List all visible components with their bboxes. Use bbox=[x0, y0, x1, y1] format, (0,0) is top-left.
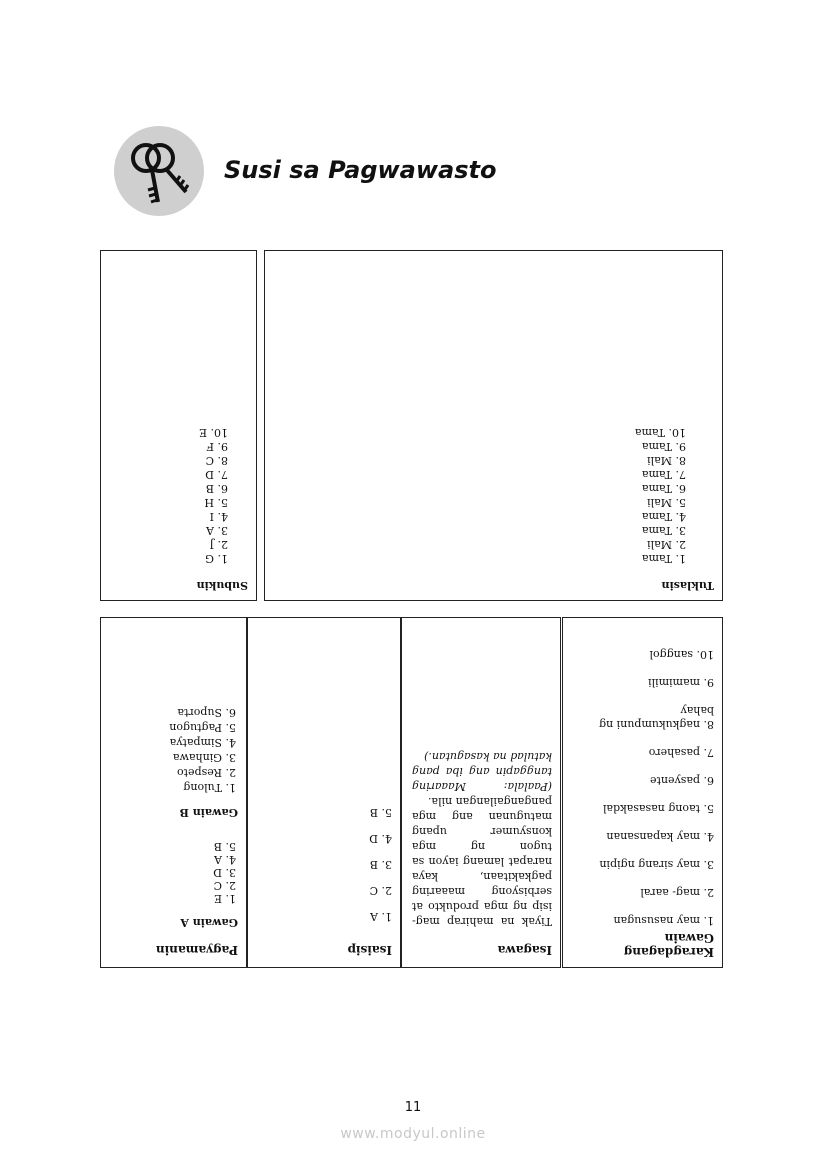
list-item: 4. D bbox=[369, 832, 392, 845]
list-item: 1. G bbox=[205, 552, 228, 565]
list-item: 7. D bbox=[205, 468, 228, 481]
list-item: 10. sanggol bbox=[649, 648, 714, 661]
list-item: 4. A bbox=[214, 853, 236, 866]
list-item: 4. I bbox=[209, 510, 228, 523]
list-item: 6. B bbox=[205, 482, 228, 495]
karagdagang-gawain-heading bbox=[624, 931, 714, 959]
list-item: 2. C bbox=[369, 884, 392, 897]
list-item: 5. B bbox=[369, 806, 392, 819]
isagawa-heading: Isagawa bbox=[497, 943, 552, 957]
karagdagang-gawain-list bbox=[569, 647, 714, 927]
list-item: 1. Tama bbox=[641, 552, 686, 565]
subukin-list bbox=[199, 425, 228, 565]
list-item: 1. A bbox=[370, 910, 392, 923]
list-item: 3. A bbox=[206, 524, 228, 537]
list-item: 8. nagkukumpuni ng bahay bbox=[599, 704, 714, 731]
list-item: 2. C bbox=[213, 879, 236, 892]
list-item: 4. Tama bbox=[641, 510, 686, 523]
list-item: 10. E bbox=[198, 426, 228, 439]
isaisip-box bbox=[247, 617, 401, 968]
list-item: 2. J bbox=[209, 538, 228, 551]
gawain-b-label: Gawain B bbox=[179, 806, 238, 819]
list-item: 6. Tama bbox=[641, 482, 686, 495]
gawain-a-label: Gawain A bbox=[180, 916, 238, 929]
isagawa-paragraph: Tiyak na mahirap mag-isip ng mga produkto at serbisyong maaaring pagkakitaan, kaya narapat lamang iayon sa tugon ng mga konsyumer upang matugunan ang mga pangangailangan nila. bbox=[412, 795, 552, 928]
list-item: 3. may sirang ngipin bbox=[599, 858, 714, 871]
list-item: 1. E bbox=[213, 892, 236, 905]
list-item: 2. mag- aaral bbox=[640, 886, 714, 899]
tuklasin-box bbox=[264, 250, 723, 601]
list-item: 4. may kapansanan bbox=[606, 830, 714, 843]
isagawa-note: (Paalala: Maaaring tanggapin ang iba pang katulad na kasagutan.) bbox=[412, 750, 552, 793]
gawain-a-list bbox=[213, 840, 236, 905]
pagyamanin-box bbox=[100, 617, 247, 968]
list-item: 5. B bbox=[213, 840, 236, 853]
list-item: 5. Pagtugon bbox=[169, 721, 236, 734]
list-item: 7. pasahero bbox=[648, 746, 714, 759]
list-item: 6. Suporta bbox=[177, 706, 236, 719]
isaisip-list bbox=[369, 799, 392, 929]
list-item: 4. Simpatya bbox=[169, 736, 236, 749]
list-item: 5. H bbox=[204, 496, 228, 509]
isagawa-box bbox=[401, 617, 561, 968]
tuklasin-list bbox=[635, 425, 686, 565]
list-item: 3. Tama bbox=[641, 524, 686, 537]
subukin-heading: Subukin bbox=[196, 579, 248, 592]
page-title: Susi sa Pagwawasto bbox=[224, 156, 497, 184]
list-item: 1. Tulong bbox=[183, 781, 236, 794]
karagdagang-gawain-box bbox=[562, 617, 723, 968]
key-icon bbox=[114, 126, 204, 216]
pagyamanin-heading: Pagyamanin bbox=[155, 943, 238, 957]
list-item: 5. taong nasasakdal bbox=[602, 802, 714, 815]
gawain-b-list bbox=[169, 705, 236, 795]
list-item: 9. Tama bbox=[641, 440, 686, 453]
list-item: 1. may nasusugan bbox=[613, 914, 714, 927]
list-item: 2. Respeto bbox=[176, 766, 236, 779]
list-item: 8. C bbox=[205, 454, 228, 467]
watermark: www.modyul.online bbox=[340, 1126, 486, 1142]
karagdagang-heading-line1: Karagdagang bbox=[623, 945, 714, 959]
isaisip-heading: Isaisip bbox=[347, 943, 392, 957]
list-item: 3. B bbox=[369, 858, 392, 871]
list-item: 3. D bbox=[213, 866, 236, 879]
subukin-box bbox=[100, 250, 257, 601]
page-number: 11 bbox=[404, 1100, 422, 1115]
list-item: 2. Mali bbox=[647, 538, 686, 551]
karagdagang-heading-line2: Gawain bbox=[664, 931, 714, 945]
list-item: 3. Ginhawa bbox=[173, 751, 236, 764]
list-item: 9. F bbox=[206, 440, 228, 453]
list-item: 5. Mali bbox=[647, 496, 686, 509]
list-item: 9. mamimili bbox=[648, 676, 714, 689]
list-item: 7. Tama bbox=[641, 468, 686, 481]
tuklasin-heading: Tuklasin bbox=[661, 579, 714, 592]
list-item: 10. Tama bbox=[634, 426, 686, 439]
list-item: 8. Mali bbox=[647, 454, 686, 467]
list-item: 6. pasyente bbox=[650, 774, 714, 787]
